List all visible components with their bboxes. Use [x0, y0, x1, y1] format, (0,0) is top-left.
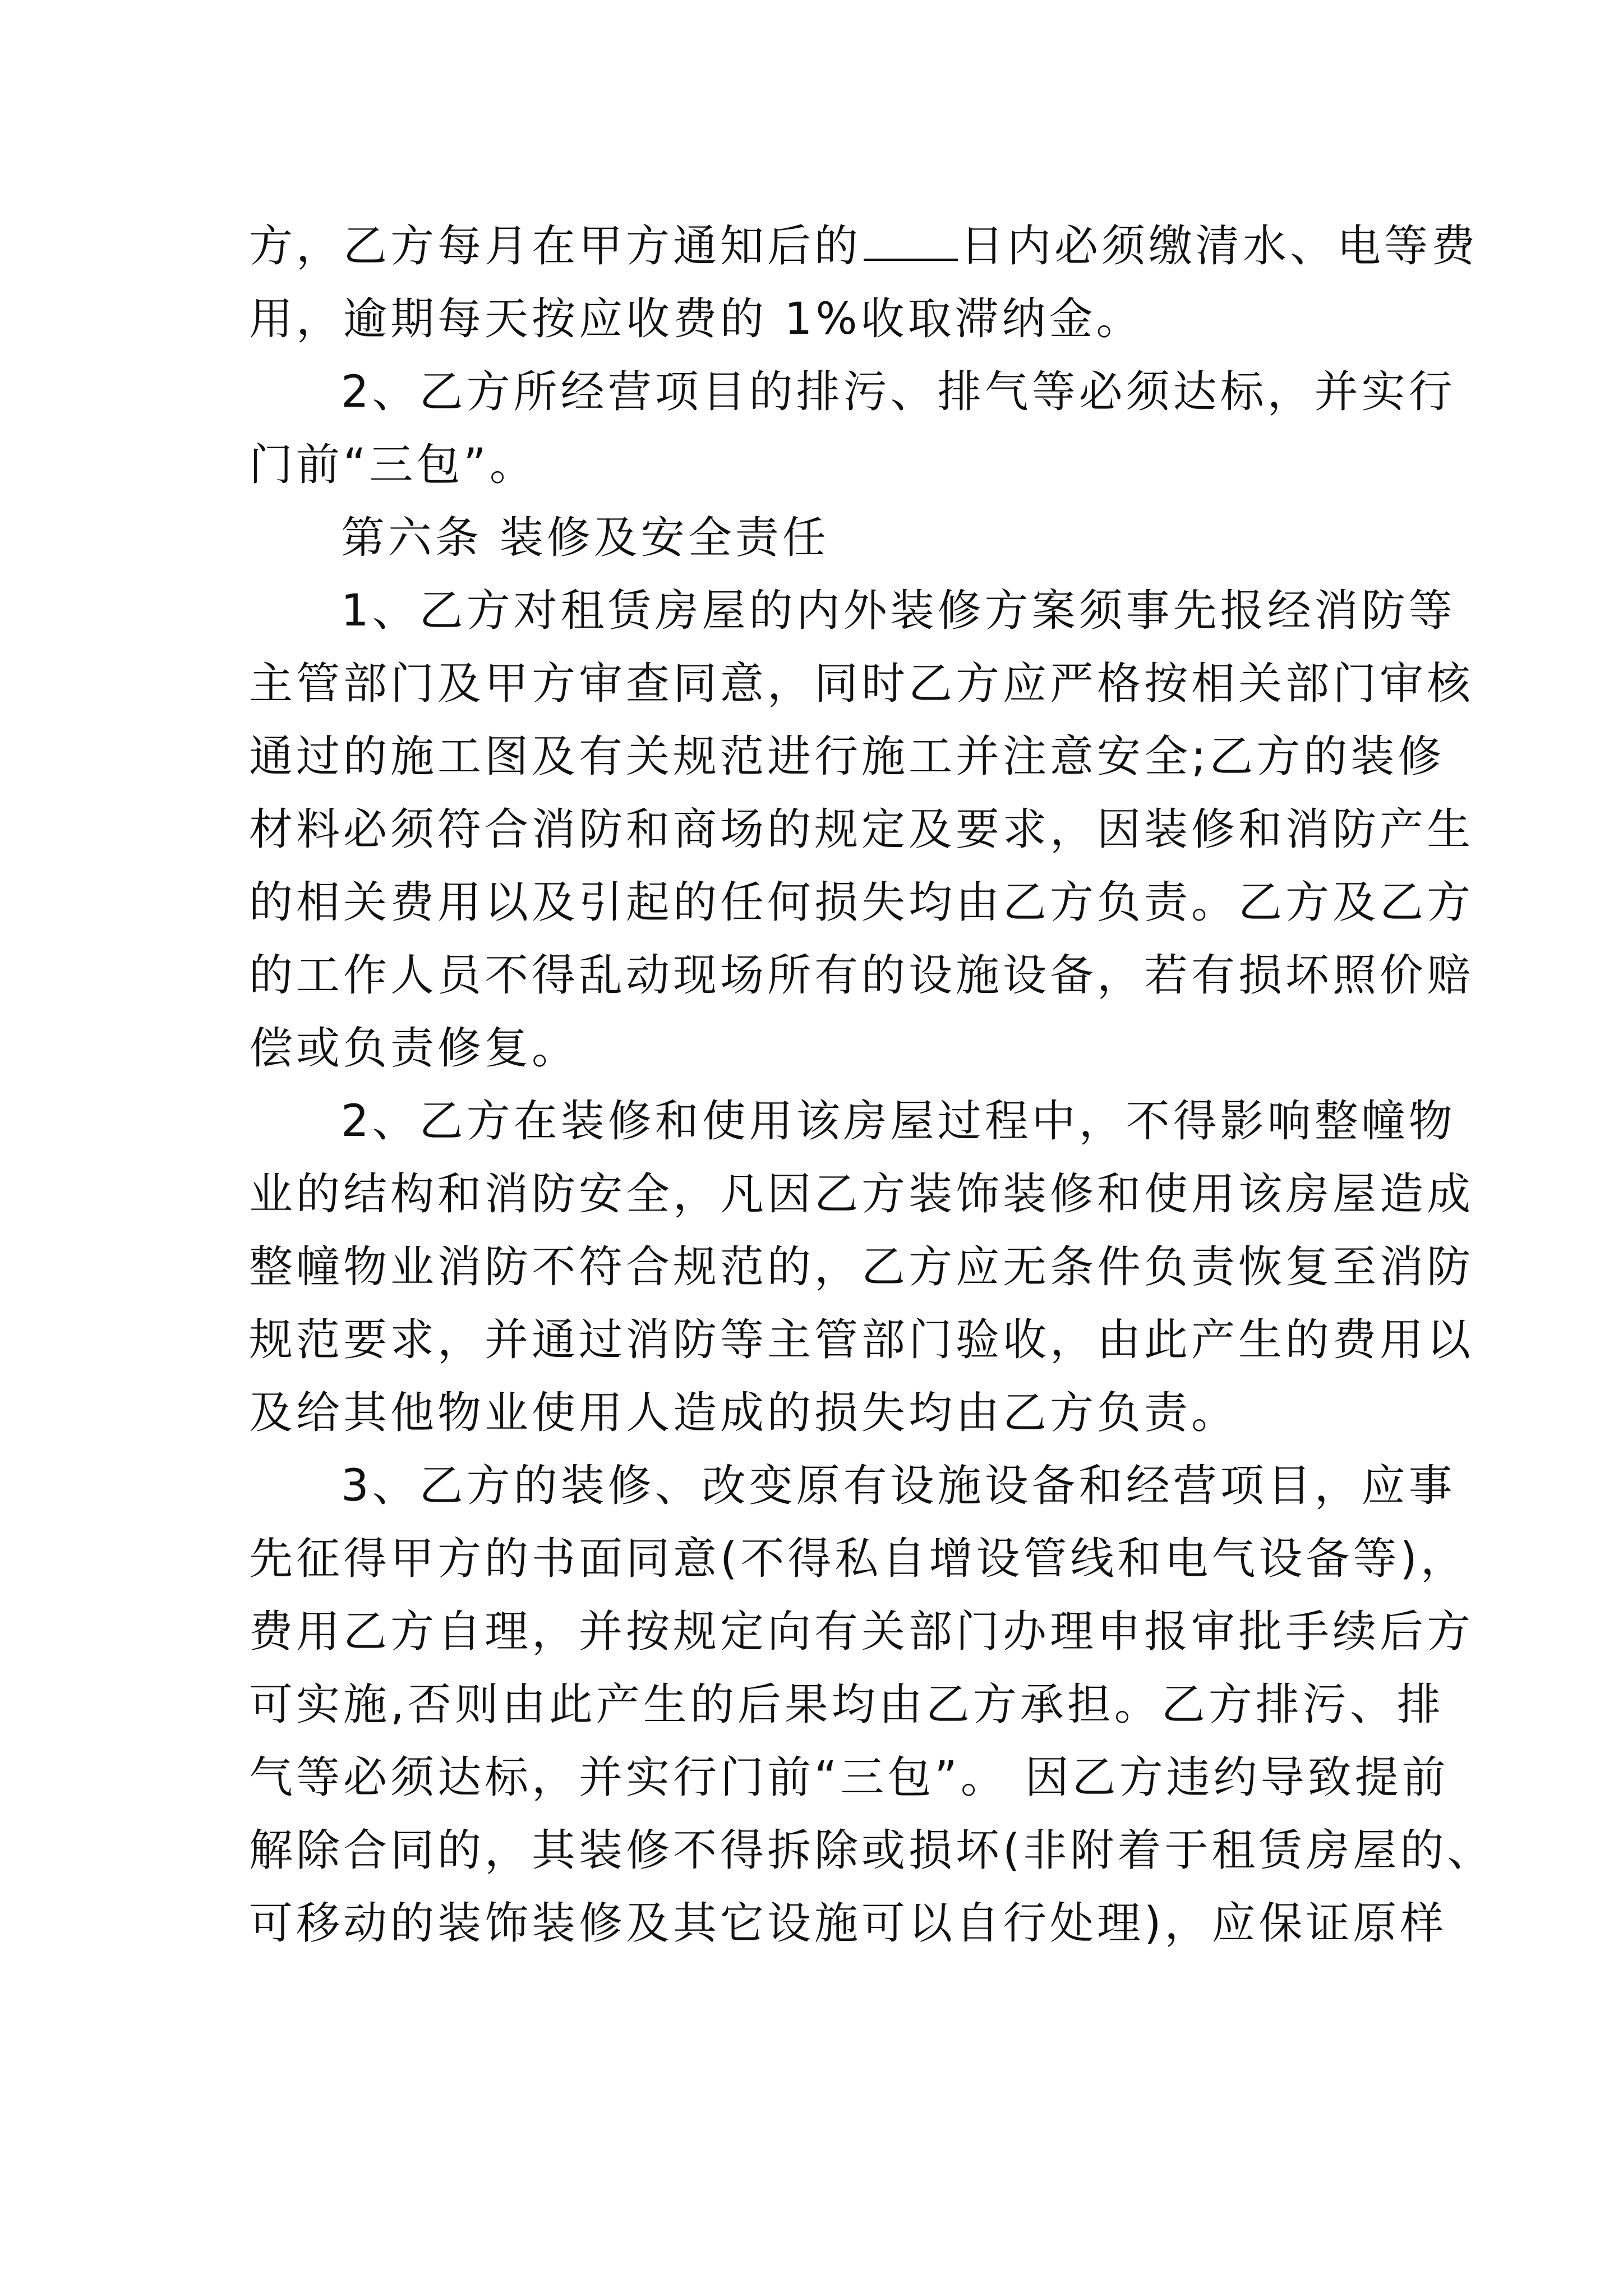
text-line: 规范要求，并通过消防等主管部门验收，由此产生的费用以: [249, 1315, 1474, 1365]
text-line: 气等必须达标，并实行门前“三包”。 因乙方违约导致提前: [249, 1752, 1449, 1803]
paragraph-start-line: 3、乙方的装修、改变原有设施设备和经营项目，应事: [341, 1461, 1456, 1511]
text-segment: 日内必须缴清水、电等费: [960, 221, 1479, 272]
paragraph-start-line: 2、乙方在装修和使用该房屋过程中，不得影响整幢物: [341, 1096, 1456, 1147]
text-line: 解除合同的，其装修不得拆除或损坏(非附着于租赁房屋的、: [249, 1825, 1495, 1876]
text-line: 费用乙方自理，并按规定向有关部门办理申报审批手续后方: [249, 1607, 1474, 1657]
document-body: [249, 210, 1495, 1960]
text-line: 门前“三包”。: [249, 440, 537, 490]
text-line: 主管部门及甲方审查同意，同时乙方应严格按相关部门审核: [249, 659, 1474, 709]
paragraph-start-line: 1、乙方对租赁房屋的内外装修方案须事先报经消防等: [341, 586, 1456, 636]
text-line: 通过的施工图及有关规范进行施工并注意安全;乙方的装修: [249, 731, 1445, 782]
text-line: [249, 210, 1479, 283]
text-line: 整幢物业消防不符合规范的，乙方应无条件负责恢复至消防: [249, 1242, 1474, 1292]
text-line: 可实施,否则由此产生的后果均由乙方承担。乙方排污、排: [249, 1680, 1444, 1730]
text-line: 的相关费用以及引起的任何损失均由乙方负责。乙方及乙方: [249, 877, 1474, 928]
text-line: 用，逾期每天按应收费的 1%收取滞纳金。: [249, 294, 1144, 344]
text-line: 及给其他物业使用人造成的损失均由乙方负责。: [249, 1388, 1239, 1438]
paragraph-start-line: 2、乙方所经营项目的排污、排气等必须达标，并实行: [341, 367, 1456, 417]
text-line: 可移动的装饰装修及其它设施可以自行处理)，应保证原样: [249, 1898, 1447, 1949]
text-line: 业的结构和消防安全，凡因乙方装饰装修和使用该房屋造成: [249, 1169, 1474, 1220]
text-line: 先征得甲方的书面同意(不得私自增设管线和电气设备等)，: [249, 1534, 1468, 1584]
text-line: 偿或负责修复。: [249, 1023, 579, 1074]
text-segment: 方，乙方每月在甲方通知后的: [249, 221, 862, 272]
section-heading: 第六条 装修及安全责任: [341, 513, 829, 563]
fill-in-blank: [864, 219, 958, 261]
text-line: 的工作人员不得乱动现场所有的设施设备，若有损坏照价赔: [249, 950, 1474, 1001]
text-line: 材料必须符合消防和商场的规定及要求，因装修和消防产生: [249, 804, 1474, 855]
